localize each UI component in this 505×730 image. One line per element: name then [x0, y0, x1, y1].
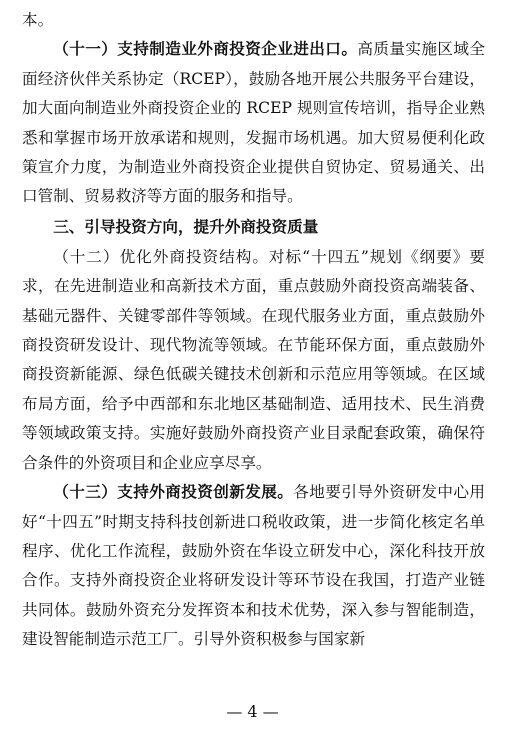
- section-3-heading: 三、引导投资方向，提升外商投资质量: [53, 217, 319, 236]
- continuation-text: 本。: [22, 11, 54, 29]
- paragraph-11-lead: （十一）支持制造业外商投资企业进出口。: [53, 40, 358, 59]
- paragraph-12-lead: （十二）优化外商投资结构。: [53, 247, 269, 266]
- paragraph-11: [22, 35, 485, 211]
- paragraph-11-body: 高质量实施区域全面经济伙伴关系协定（RCEP），鼓励各地开展公共服务平台建设，加大面向制造业外商投资企业的 RCEP 规则宣传培训，指导企业熟悉和掌握市场开放承诺和规则，发掘市场机遇。加大贸易便利化政策宣介力度，为制造业外商投资企业提供自贸协定、贸易通关、出口管制、贸易救济等方面的服务和指导。: [22, 40, 485, 206]
- paragraph-13: [22, 478, 485, 654]
- paragraph-12-body: 对标“十四五”规划《纲要》要求，在先进制造业和高新技术方面，重点鼓励外商投资高端装备、基础元器件、关键零部件等领域。在现代服务业方面，重点鼓励外商投资研发设计、现代物流等领域。在节能环保方面，重点鼓励外商投资新能源、绿色低碳关键技术创新和示范应用等领域。在区域布局方面，给予中西部和东北地区基础制造、适用技术、民生消费等领域政策支持。实施好鼓励外商投资产业目录配套政策，确保符合条件的外资项目和企业应享尽享。: [22, 247, 485, 472]
- paragraph-12: [22, 243, 485, 478]
- paragraph-13-body: 各地要引导外资研发中心用好“十四五”时期支持科技创新进口税收政策，进一步简化核定名单程序、优化工作流程，鼓励外资在华设立研发中心，深化科技开放合作。支持外商投资企业将研发设计等环节设在我国，打造产业链共同体。鼓励外资充分发挥资本和技术优势，深入参与智能制造，建设智能制造示范工厂。引导外资积极参与国家新: [22, 483, 485, 649]
- paragraph-13-lead: （十三）支持外商投资创新发展。: [53, 483, 294, 502]
- page-number: — 4 —: [226, 702, 279, 721]
